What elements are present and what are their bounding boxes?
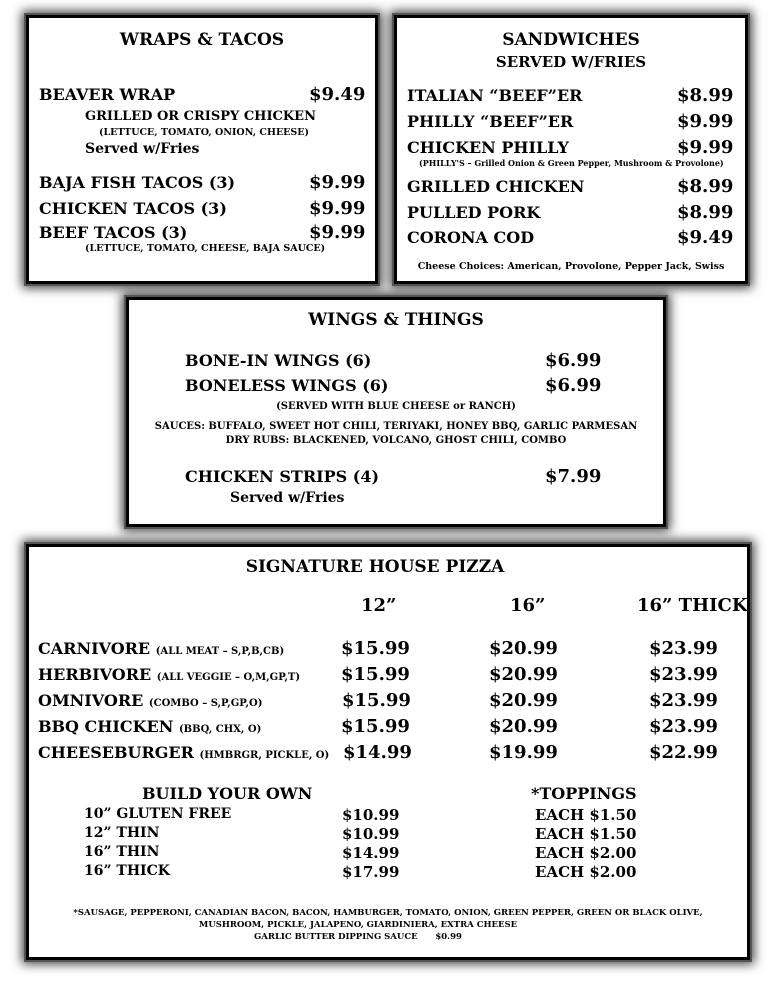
wings-sauces: SAUCES: BUFFALO, SWEET HOT CHILI, TERIYAKI, HONEY BBQ, GARLIC PARMESAN: [154, 421, 638, 432]
pizza-row: [38, 691, 262, 710]
sandwich-price: $8.99: [677, 176, 734, 197]
beaver-wrap-name: BEAVER WRAP: [39, 85, 176, 104]
byo-name: 16” THICK: [84, 863, 170, 879]
chicken-tacos-price: $9.99: [309, 198, 366, 219]
pizza-name: CARNIVORE: [38, 639, 151, 658]
wings-dry-rubs: DRY RUBS: BLACKENED, VOLCANO, GHOST CHILI, COMBO: [225, 435, 567, 446]
wings-title: WINGS & THINGS: [308, 310, 484, 330]
beef-tacos-sub: (LETTUCE, TOMATO, CHEESE, BAJA SAUCE): [85, 243, 326, 254]
sandwich-price: $9.49: [677, 227, 734, 248]
pizza-desc: (ALL MEAT – S,P,B,CB): [155, 646, 285, 657]
pizza-desc: (BBQ, CHX, O): [178, 724, 262, 735]
sandwich-price: $9.99: [677, 137, 734, 158]
pizza-name: BBQ CHICKEN: [38, 717, 174, 736]
size-16-thick-header: 16” THICK: [637, 595, 748, 616]
pizza-row: [38, 665, 300, 684]
pizza-price-16: $20.99: [489, 716, 558, 737]
byo-name: 16” THIN: [84, 844, 160, 860]
byo-name: 12” THIN: [84, 825, 160, 841]
cheese-choices: Cheese Choices: American, Provolone, Pepper Jack, Swiss: [417, 261, 725, 272]
boneless-wings-price: $6.99: [545, 375, 602, 396]
toppings-list-line2: MUSHROOM, PICKLE, JALAPENO, GIARDINIERA, EXTRA CHEESE: [198, 920, 518, 930]
pizza-price-16: $20.99: [489, 664, 558, 685]
pizza-desc: (HMBRGR, PICKLE, O): [199, 750, 330, 761]
topping-price: EACH $2.00: [535, 844, 637, 862]
pizza-row: [38, 717, 261, 736]
boneless-wings-name: BONELESS WINGS (6): [185, 376, 389, 395]
sandwich-name: CHICKEN PHILLY: [407, 138, 569, 157]
pizza-price-12: $15.99: [341, 716, 410, 737]
sandwich-name: PHILLY “BEEF”ER: [407, 112, 574, 131]
chicken-strips-price: $7.99: [545, 466, 602, 487]
sandwich-name: PULLED PORK: [407, 203, 541, 222]
wings-panel: [126, 297, 666, 527]
baja-tacos-price: $9.99: [309, 172, 366, 193]
philly-note: (PHILLY'S – Grilled Onion & Green Pepper, Mushroom & Provolone): [419, 158, 724, 168]
pizza-price-16: $20.99: [489, 690, 558, 711]
wraps-title: WRAPS & TACOS: [119, 30, 285, 50]
pizza-price-16: $20.99: [489, 638, 558, 659]
byo-price: $10.99: [342, 806, 400, 824]
pizza-price-16: $19.99: [489, 742, 558, 763]
toppings-list-line1: *SAUSAGE, PEPPERONI, CANADIAN BACON, BACON, HAMBURGER, TOMATO, ONION, GREEN PEPPER, GREEN OR BLACK OLIVE,: [73, 908, 703, 918]
bone-in-wings-price: $6.99: [545, 350, 602, 371]
pizza-desc: (COMBO – S,P,GP,O): [148, 698, 263, 709]
pizza-price-12: $15.99: [341, 638, 410, 659]
byo-price: $10.99: [342, 825, 400, 843]
beef-tacos-price: $9.99: [309, 222, 366, 243]
byo-name: 10” GLUTEN FREE: [84, 806, 232, 822]
garlic-sauce-label: GARLIC BUTTER DIPPING SAUCE: [254, 932, 418, 942]
chicken-tacos-name: CHICKEN TACOS (3): [39, 199, 227, 218]
size-12-header: 12”: [361, 595, 397, 616]
chicken-strips-fries: Served w/Fries: [230, 490, 345, 506]
topping-price: EACH $2.00: [535, 863, 637, 881]
pizza-price-12: $15.99: [341, 664, 410, 685]
bone-in-wings-name: BONE-IN WINGS (6): [185, 351, 372, 370]
garlic-sauce-price: $0.99: [435, 932, 462, 942]
sandwiches-panel: [394, 15, 748, 284]
topping-price: EACH $1.50: [535, 825, 637, 843]
sandwich-price: $8.99: [677, 85, 734, 106]
beef-tacos-name: BEEF TACOS (3): [39, 223, 188, 242]
pizza-price-12: $14.99: [343, 742, 412, 763]
byo-title: BUILD YOUR OWN: [142, 784, 313, 803]
wraps-tacos-panel: [26, 15, 378, 284]
sandwich-price: $9.99: [677, 111, 734, 132]
sandwiches-subtitle: SERVED W/FRIES: [495, 53, 647, 71]
sandwich-name: CORONA COD: [407, 228, 535, 247]
pizza-price-16-thick: $22.99: [649, 742, 718, 763]
wings-served: (SERVED WITH BLUE CHEESE or RANCH): [276, 401, 516, 412]
pizza-price-16-thick: $23.99: [649, 638, 718, 659]
pizza-price-16-thick: $23.99: [649, 716, 718, 737]
beaver-wrap-price: $9.49: [309, 84, 366, 105]
beaver-wrap-fries: Served w/Fries: [85, 141, 200, 157]
byo-price: $14.99: [342, 844, 400, 862]
sandwich-price: $8.99: [677, 202, 734, 223]
baja-tacos-name: BAJA FISH TACOS (3): [39, 173, 236, 192]
garlic-sauce-line: [0, 932, 747, 942]
chicken-strips-name: CHICKEN STRIPS (4): [185, 467, 380, 486]
pizza-panel: [26, 544, 750, 960]
beaver-wrap-sub: (LETTUCE, TOMATO, ONION, CHEESE): [99, 127, 310, 138]
pizza-title: SIGNATURE HOUSE PIZZA: [245, 557, 505, 577]
topping-price: EACH $1.50: [535, 806, 637, 824]
toppings-title: *TOPPINGS: [531, 784, 637, 803]
sandwich-name: ITALIAN “BEEF”ER: [407, 86, 583, 105]
byo-price: $17.99: [342, 863, 400, 881]
pizza-price-16-thick: $23.99: [649, 664, 718, 685]
beaver-wrap-desc: GRILLED OR CRISPY CHICKEN: [85, 109, 316, 124]
pizza-row: [38, 743, 329, 762]
pizza-name: OMNIVORE: [38, 691, 144, 710]
pizza-price-12: $15.99: [342, 690, 411, 711]
size-16-header: 16”: [510, 595, 546, 616]
pizza-row: [38, 639, 284, 658]
pizza-price-16-thick: $23.99: [649, 690, 718, 711]
pizza-desc: (ALL VEGGIE – O,M,GP,T): [156, 672, 301, 683]
pizza-name: CHEESEBURGER: [38, 743, 194, 762]
sandwich-name: GRILLED CHICKEN: [407, 177, 585, 196]
pizza-name: HERBIVORE: [38, 665, 152, 684]
sandwiches-title: SANDWICHES: [502, 30, 640, 50]
